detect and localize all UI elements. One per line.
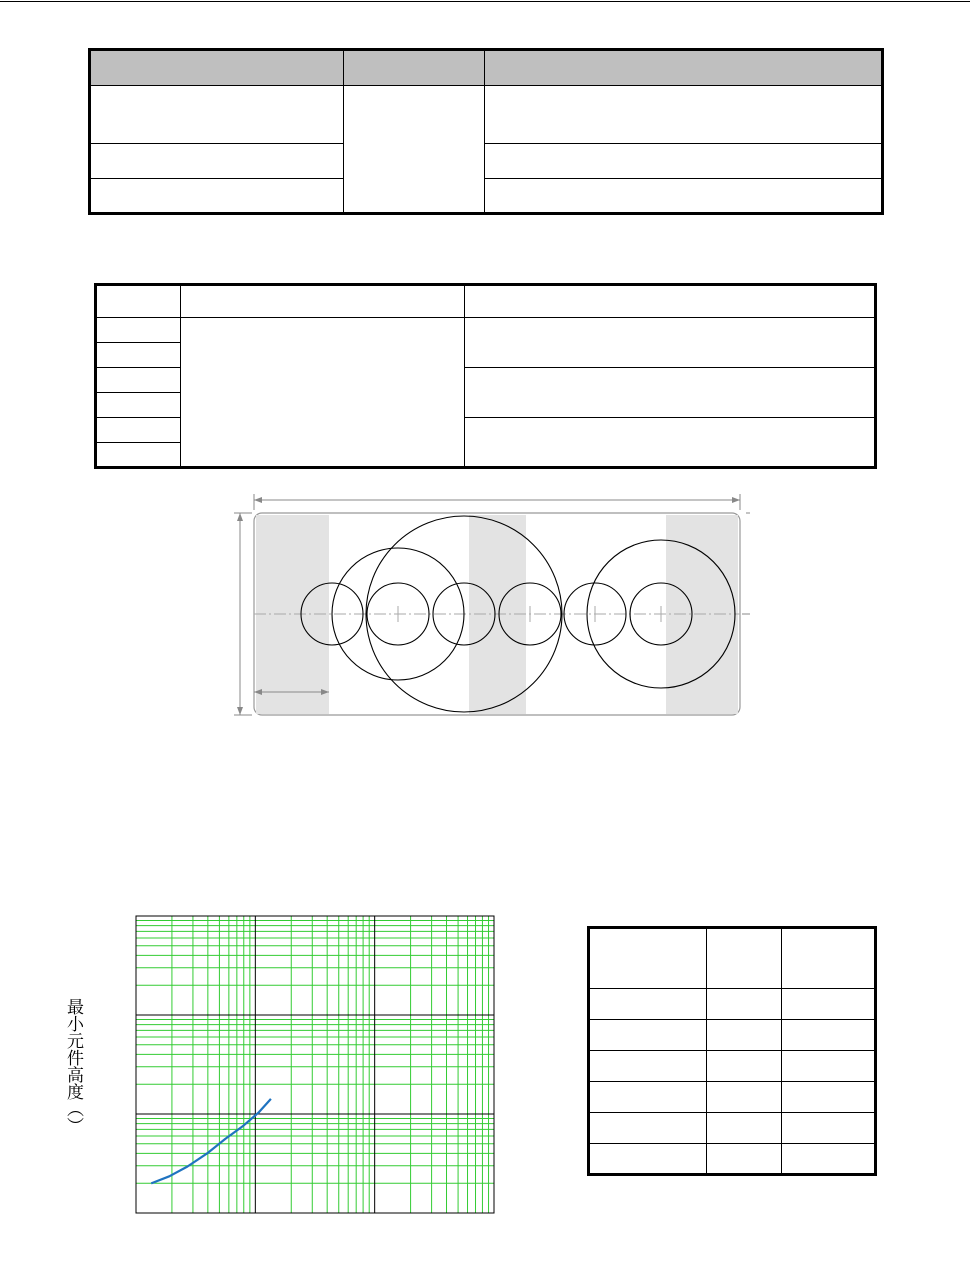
table-header-cell <box>90 50 344 86</box>
table-cell <box>782 1082 876 1113</box>
table-cell-merged <box>181 318 465 468</box>
table-cell-merged <box>465 368 876 418</box>
table-cell <box>707 989 782 1020</box>
table-cell <box>782 1113 876 1144</box>
table-cell <box>782 1144 876 1175</box>
spec-table-3 <box>587 926 877 1176</box>
table-cell <box>96 393 181 418</box>
table-row <box>589 1051 876 1082</box>
table-header-cell <box>485 50 883 86</box>
log-log-chart <box>130 910 500 1220</box>
table-cell <box>96 343 181 368</box>
table-cell <box>589 1144 707 1175</box>
table-header-row <box>589 928 876 989</box>
table-header-cell <box>96 285 181 318</box>
table-cell <box>707 1051 782 1082</box>
table-cell <box>707 1082 782 1113</box>
table-header-cell <box>344 50 485 86</box>
table-header-row <box>90 50 883 86</box>
table-cell <box>96 418 181 443</box>
table-header-row <box>96 285 876 318</box>
table-cell <box>90 179 344 214</box>
table-cell <box>96 443 181 468</box>
table-cell <box>782 1051 876 1082</box>
dimension-arrow <box>237 707 243 715</box>
board-layout-diagram <box>230 488 750 723</box>
table-header-cell <box>782 928 876 989</box>
table-cell <box>90 86 344 144</box>
table-header-cell <box>465 285 876 318</box>
table-cell <box>707 1113 782 1144</box>
table-cell-merged <box>465 418 876 468</box>
table-row <box>589 989 876 1020</box>
series-line <box>151 1099 271 1184</box>
chart-y-axis-label: 最小元件高度（） <box>63 998 83 1134</box>
table-cell <box>589 989 707 1020</box>
table-row <box>589 1113 876 1144</box>
table-row <box>96 318 876 343</box>
page-top-rule <box>0 1 970 2</box>
table-row <box>90 144 883 179</box>
table-row <box>589 1144 876 1175</box>
table-cell <box>589 1113 707 1144</box>
table-cell <box>485 144 883 179</box>
table-row <box>589 1020 876 1051</box>
table-header-cell <box>707 928 782 989</box>
table-header-cell <box>181 285 465 318</box>
table-cell <box>96 318 181 343</box>
table-cell <box>589 1082 707 1113</box>
table-cell <box>707 1144 782 1175</box>
spec-table-2 <box>94 283 877 469</box>
table-cell-merged <box>465 318 876 368</box>
table-cell <box>485 86 883 144</box>
table-cell <box>782 989 876 1020</box>
table-cell <box>782 1020 876 1051</box>
table-cell <box>707 1020 782 1051</box>
table-cell <box>96 368 181 393</box>
table-header-cell <box>589 928 707 989</box>
dimension-arrow <box>732 497 740 503</box>
table-cell <box>90 144 344 179</box>
table-row <box>589 1082 876 1113</box>
dimension-arrow <box>237 513 243 521</box>
table-cell <box>589 1051 707 1082</box>
table-cell <box>485 179 883 214</box>
table-cell <box>589 1020 707 1051</box>
spec-table-1 <box>88 48 884 215</box>
dimension-arrow <box>254 497 262 503</box>
table-row <box>90 179 883 214</box>
chart-frame <box>136 916 494 1213</box>
table-cell-merged <box>344 86 485 214</box>
table-row <box>90 86 883 144</box>
